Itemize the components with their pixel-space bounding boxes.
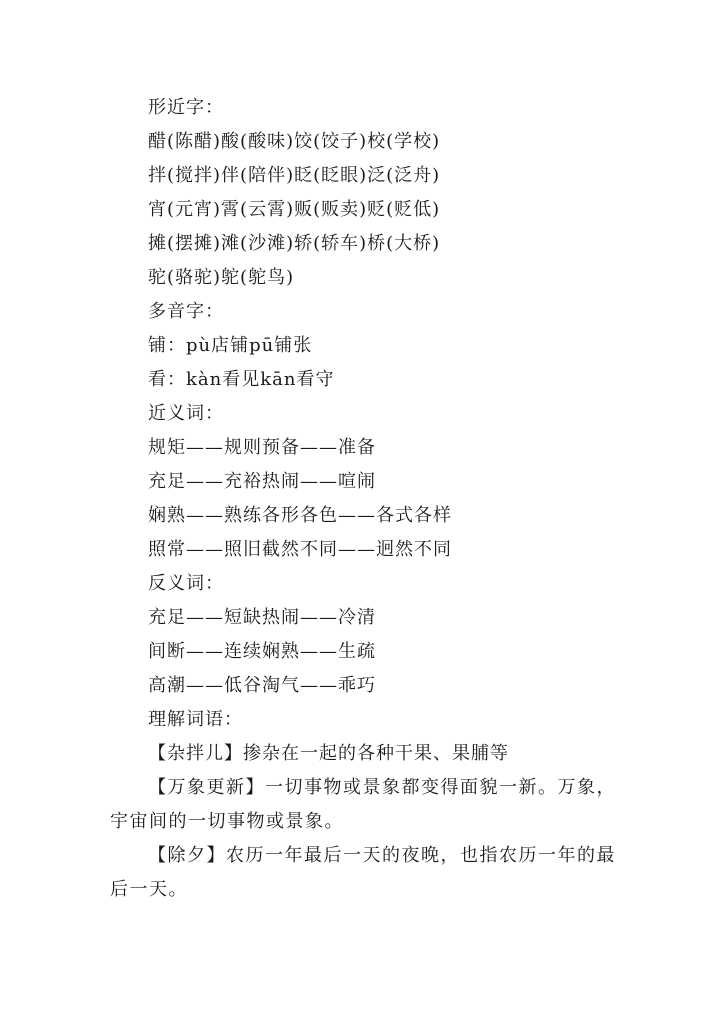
text-line: 宵(元宵)霄(云霄)贩(贩卖)贬(贬低) [148, 199, 441, 220]
text-line: 充足——短缺热闹——冷清 [148, 607, 376, 628]
text-line: 醋(陈醋)酸(酸味)饺(饺子)校(学校) [148, 131, 441, 152]
text-line: 铺：pù店铺pū铺张 [148, 335, 313, 356]
heading-synonyms: 近义词： [148, 403, 224, 424]
text-line: 充足——充裕热闹——喧闹 [148, 471, 376, 492]
heading-antonyms: 反义词： [148, 573, 224, 594]
text-line: 娴熟——熟练各形各色——各式各样 [148, 505, 452, 526]
text-line: 拌(搅拌)伴(陪伴)眨(眨眼)泛(泛舟) [148, 165, 441, 186]
heading-similar-characters: 形近字： [148, 97, 224, 118]
paragraph-wanxiang-gengxin: 【万象更新】一切事物或景象都变得面貌一新。万象，宇宙间的一切事物或景象。 [110, 777, 616, 832]
heading-word-meanings: 理解词语： [148, 709, 243, 730]
text-line: 【杂拌儿】掺杂在一起的各种干果、果脯等 [148, 743, 509, 764]
text-line: 摊(摆摊)滩(沙滩)轿(轿车)桥(大桥) [148, 233, 441, 254]
text-line: 看：kàn看见kān看守 [148, 369, 335, 390]
text-line: 高潮——低谷淘气——乖巧 [148, 675, 376, 696]
heading-polyphonic-characters: 多音字： [148, 301, 224, 322]
text-line: 间断——连续娴熟——生疏 [148, 641, 376, 662]
paragraph-chuxi: 【除夕】农历一年最后一天的夜晚，也指农历一年的最后一天。 [110, 845, 616, 900]
text-line: 照常——照旧截然不同——迥然不同 [148, 539, 452, 560]
text-line: 驼(骆驼)鸵(鸵鸟) [148, 267, 295, 288]
text-line: 规矩——规则预备——准备 [148, 437, 376, 458]
